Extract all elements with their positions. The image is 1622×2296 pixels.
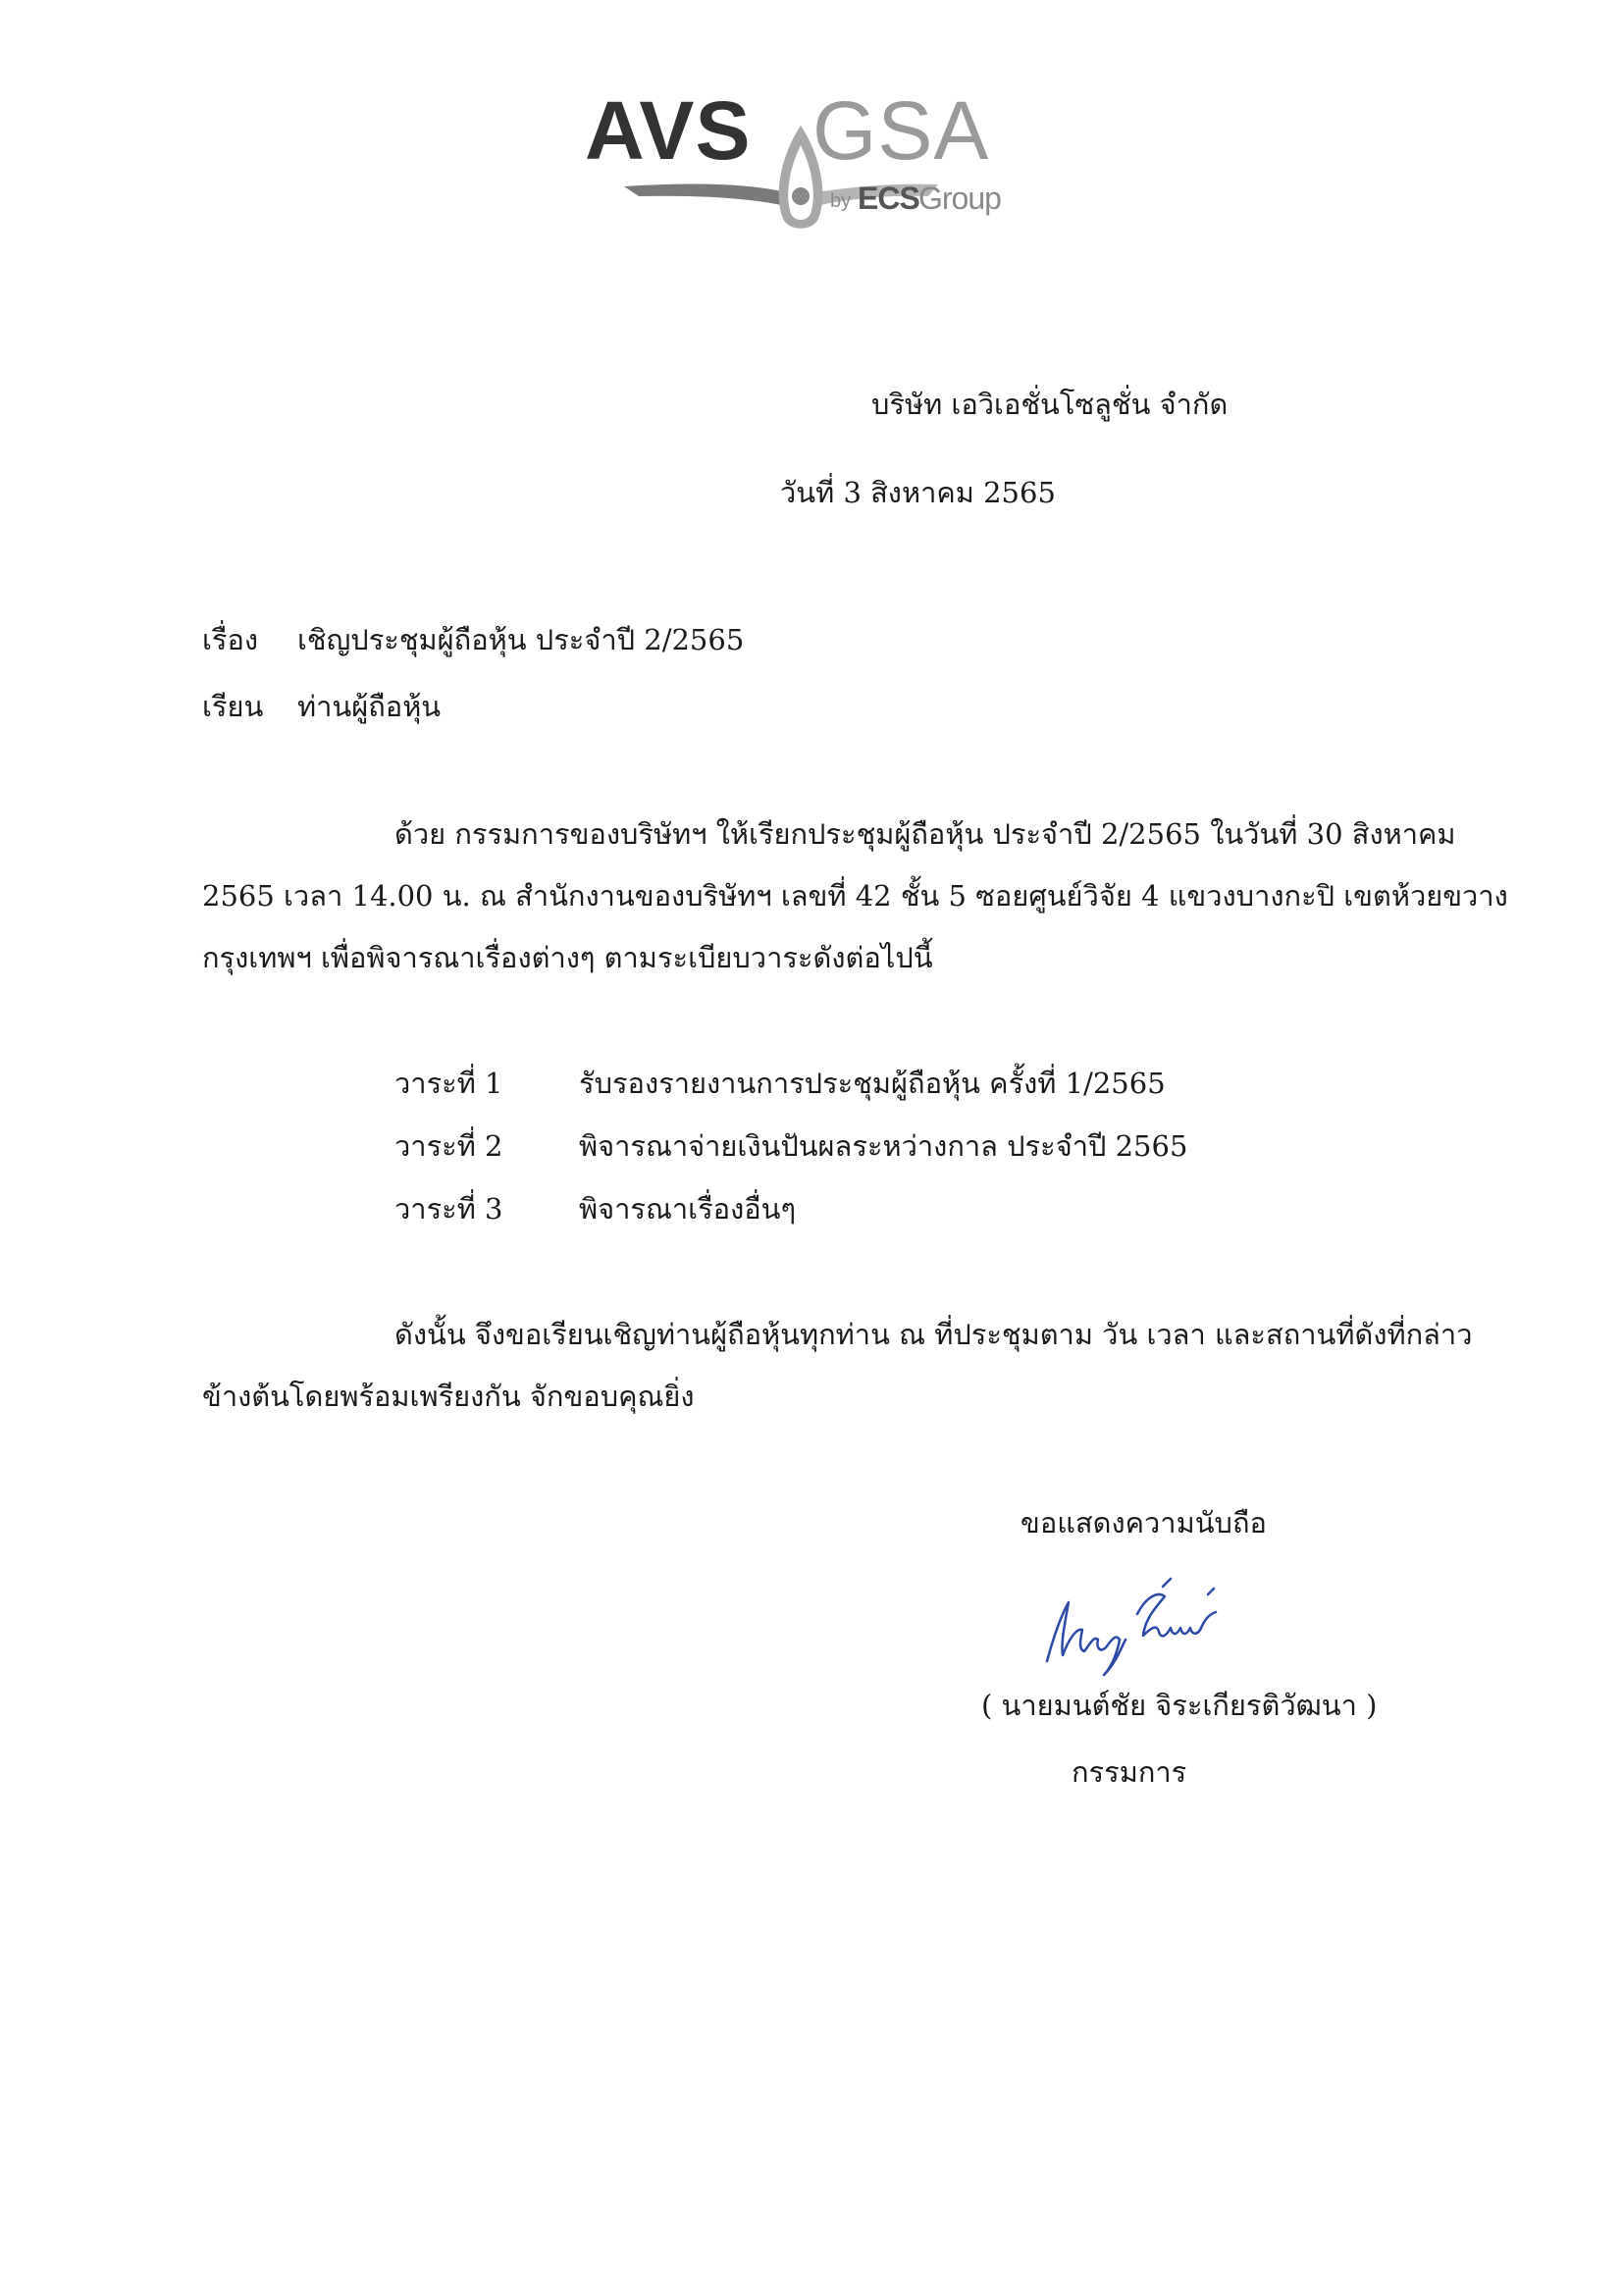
logo-ecs-text: ECS: [858, 181, 919, 216]
letter-date: วันที่ 3 สิงหาคม 2565: [780, 476, 1056, 509]
agenda-label: วาระที่ 2: [394, 1129, 503, 1163]
agenda-label: วาระที่ 1: [394, 1067, 503, 1100]
signer-name: ( นายมนต์ชัย จิระเกียรติวัฒนา ): [981, 1689, 1378, 1722]
subject-text: เชิญประชุมผู้ถือหุ้น ประจำปี 2/2565: [297, 623, 745, 656]
to-text: ท่านผู้ถือหุ้น: [297, 690, 442, 723]
logo-group-text: Group: [918, 181, 1001, 216]
intro-line: กรุงเทพฯ เพื่อพิจารณาเรื่องต่างๆ ตามระเบียบวาระดังต่อไปนี้: [202, 941, 933, 974]
logo-gsa-text: GSA: [812, 84, 990, 177]
closing-line: ข้างต้นโดยพร้อมเพรียงกัน จักขอบคุณยิ่ง: [202, 1380, 695, 1413]
company-logo: [585, 86, 1007, 234]
logo-avs-text: AVS: [585, 84, 752, 177]
intro-line: 2565 เวลา 14.00 น. ณ สำนักงานของบริษัทฯ เลขที่ 42 ชั้น 5 ซอยศูนย์วิจัย 4 แขวงบางกะปิ เขตห้วยขวาง: [202, 879, 1508, 913]
agenda-text: พิจารณาจ่ายเงินปันผลระหว่างกาล ประจำปี 2565: [579, 1129, 1188, 1163]
agenda-text: พิจารณาเรื่องอื่นๆ: [579, 1192, 797, 1226]
agenda-label: วาระที่ 3: [394, 1192, 503, 1226]
sign-off: ขอแสดงความนับถือ: [1020, 1506, 1267, 1539]
intro-line: ด้วย กรรมการของบริษัทฯ ให้เรียกประชุมผู้ถือหุ้น ประจำปี 2/2565 ในวันที่ 30 สิงหาคม: [394, 817, 1456, 851]
company-name: บริษัท เอวิเอชั่นโซลูชั่น จำกัด: [871, 388, 1229, 421]
logo-by-text: by: [830, 190, 852, 212]
handwritten-signature: [1035, 1545, 1241, 1683]
to-label: เรียน: [202, 690, 264, 723]
signer-title: กรรมการ: [1072, 1755, 1187, 1789]
agenda-text: รับรองรายงานการประชุมผู้ถือหุ้น ครั้งที่ 1/2565: [579, 1067, 1166, 1100]
subject-label: เรื่อง: [202, 623, 259, 656]
closing-line: ดังนั้น จึงขอเรียนเชิญท่านผู้ถือหุ้นทุกท่าน ณ ที่ประชุมตาม วัน เวลา และสถานที่ดังที่กล่าว: [394, 1318, 1473, 1351]
